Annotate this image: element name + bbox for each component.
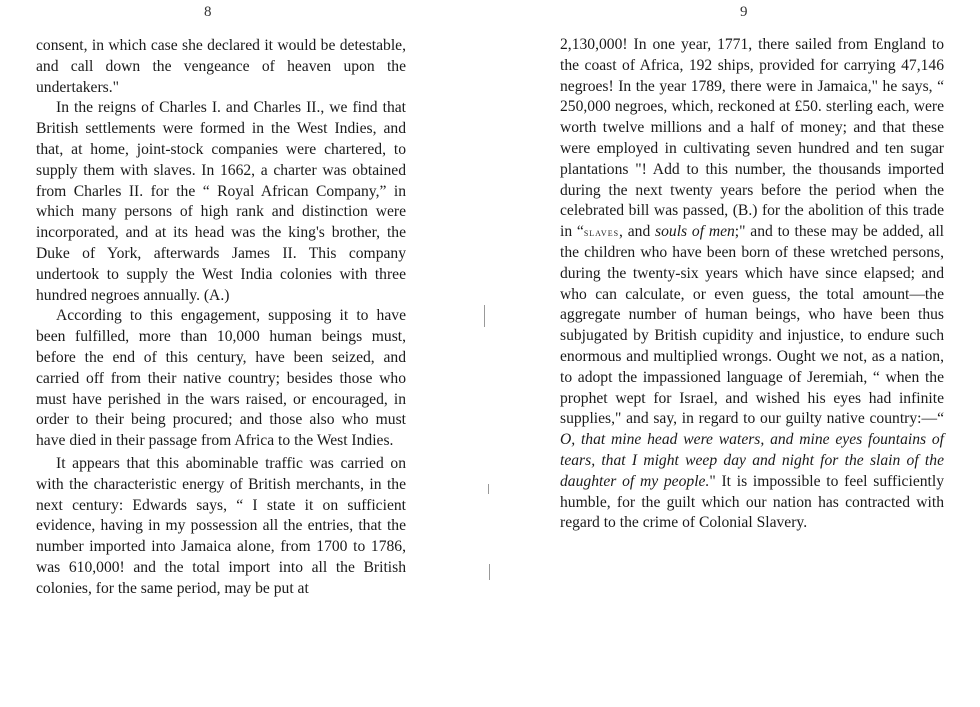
paragraph: It appears that this abominable traffic was carried on with the characteristic energy of British merchants, in the next century: Edwards says, “ I state it on sufficient evidence, having in my possession all the entries, that the number imported into Jamaica alone, from 1700 to 1786, was 610,000! and the total import into all the British colonies, for the same period, may be put at [36,454,406,597]
text-run: " It is impossible to feel sufficiently humble, for the guilt which our nation has contracted with regard to the crime of Colonial Slavery. [560,472,944,532]
page-body [36,36,406,600]
page-body [560,35,944,534]
italic-phrase: souls of men [655,223,735,241]
paragraph: In the reigns of Charles I. and Charles II., we find that British settlements were formed in the West Indies, and that, at home, joint-stock companies were chartered, to supply them with slaves. In 1662, a charter was obtained from Charles II. for the “ Royal African Company,” in which many persons of high rank and distinction were incorporated, and at its head was the king's brother, the Duke of York, afterwards James II. This company undertook to supply the West India colonies with three hundred negroes annually. (A.) [36,99,406,304]
page-number: 9 [740,4,748,20]
text-run: 2,130,000! In one year, 1771, there sailed from England to the coast of Africa, 192 ships, provided for carrying 47,146 negroes! In the year 1789, there were in Jamaica," he says, “ 250,000 negroes, which, reckoned at £50. sterling each, were worth twelve millions and a half of money; and that these were employed in cultivating seven hundred and ten sugar plantations "! Add to this number, the thousands imported during the next twenty years before the period when the celebrated bill was passed, (B.) for the abolition of this trade in “ [560,36,944,241]
scripture-quote: O, that mine head were waters, and mine eyes fountains of tears, that I might weep day and night for the slain of the daughter of my people. [560,431,944,490]
gutter-mark [488,484,489,494]
left-page [36,0,406,707]
text-run: , and [619,223,656,241]
text-run: ;" and to these may be added, all the children who have been born of these wretched persons, during the twenty-six years which have since elapsed; and who can calculate, or even guess, the total amount—the aggregate number of human beings, who have been thus subjugated by British cupidity and injustice, to endure such enormous and multiplied wrongs. Ought we not, as a nation, to adopt the impassioned language of Jeremiah, “ when the prophet wept for Israel, and wished his eyes had infinite supplies," and say, in regard to our guilty native country:—“ [560,223,944,428]
gutter-mark [484,305,485,327]
paragraph: According to this engagement, supposing it to have been fulfilled, more than 10,000 human beings must, before the end of this century, have been seized, and carried off from their native country; besides those who must have perished in the wars raised, or encouraged, in order to their being procured; and those also who must have died in their passage from Africa to the West Indies. [36,307,406,450]
gutter-mark [489,564,490,580]
page-number: 8 [204,4,212,20]
paragraph [560,35,944,534]
right-page [560,0,944,707]
small-caps-word: slaves [583,225,620,240]
paragraph: consent, in which case she declared it would be detestable, and call down the vengeance of heaven upon the undertakers." [36,37,406,96]
